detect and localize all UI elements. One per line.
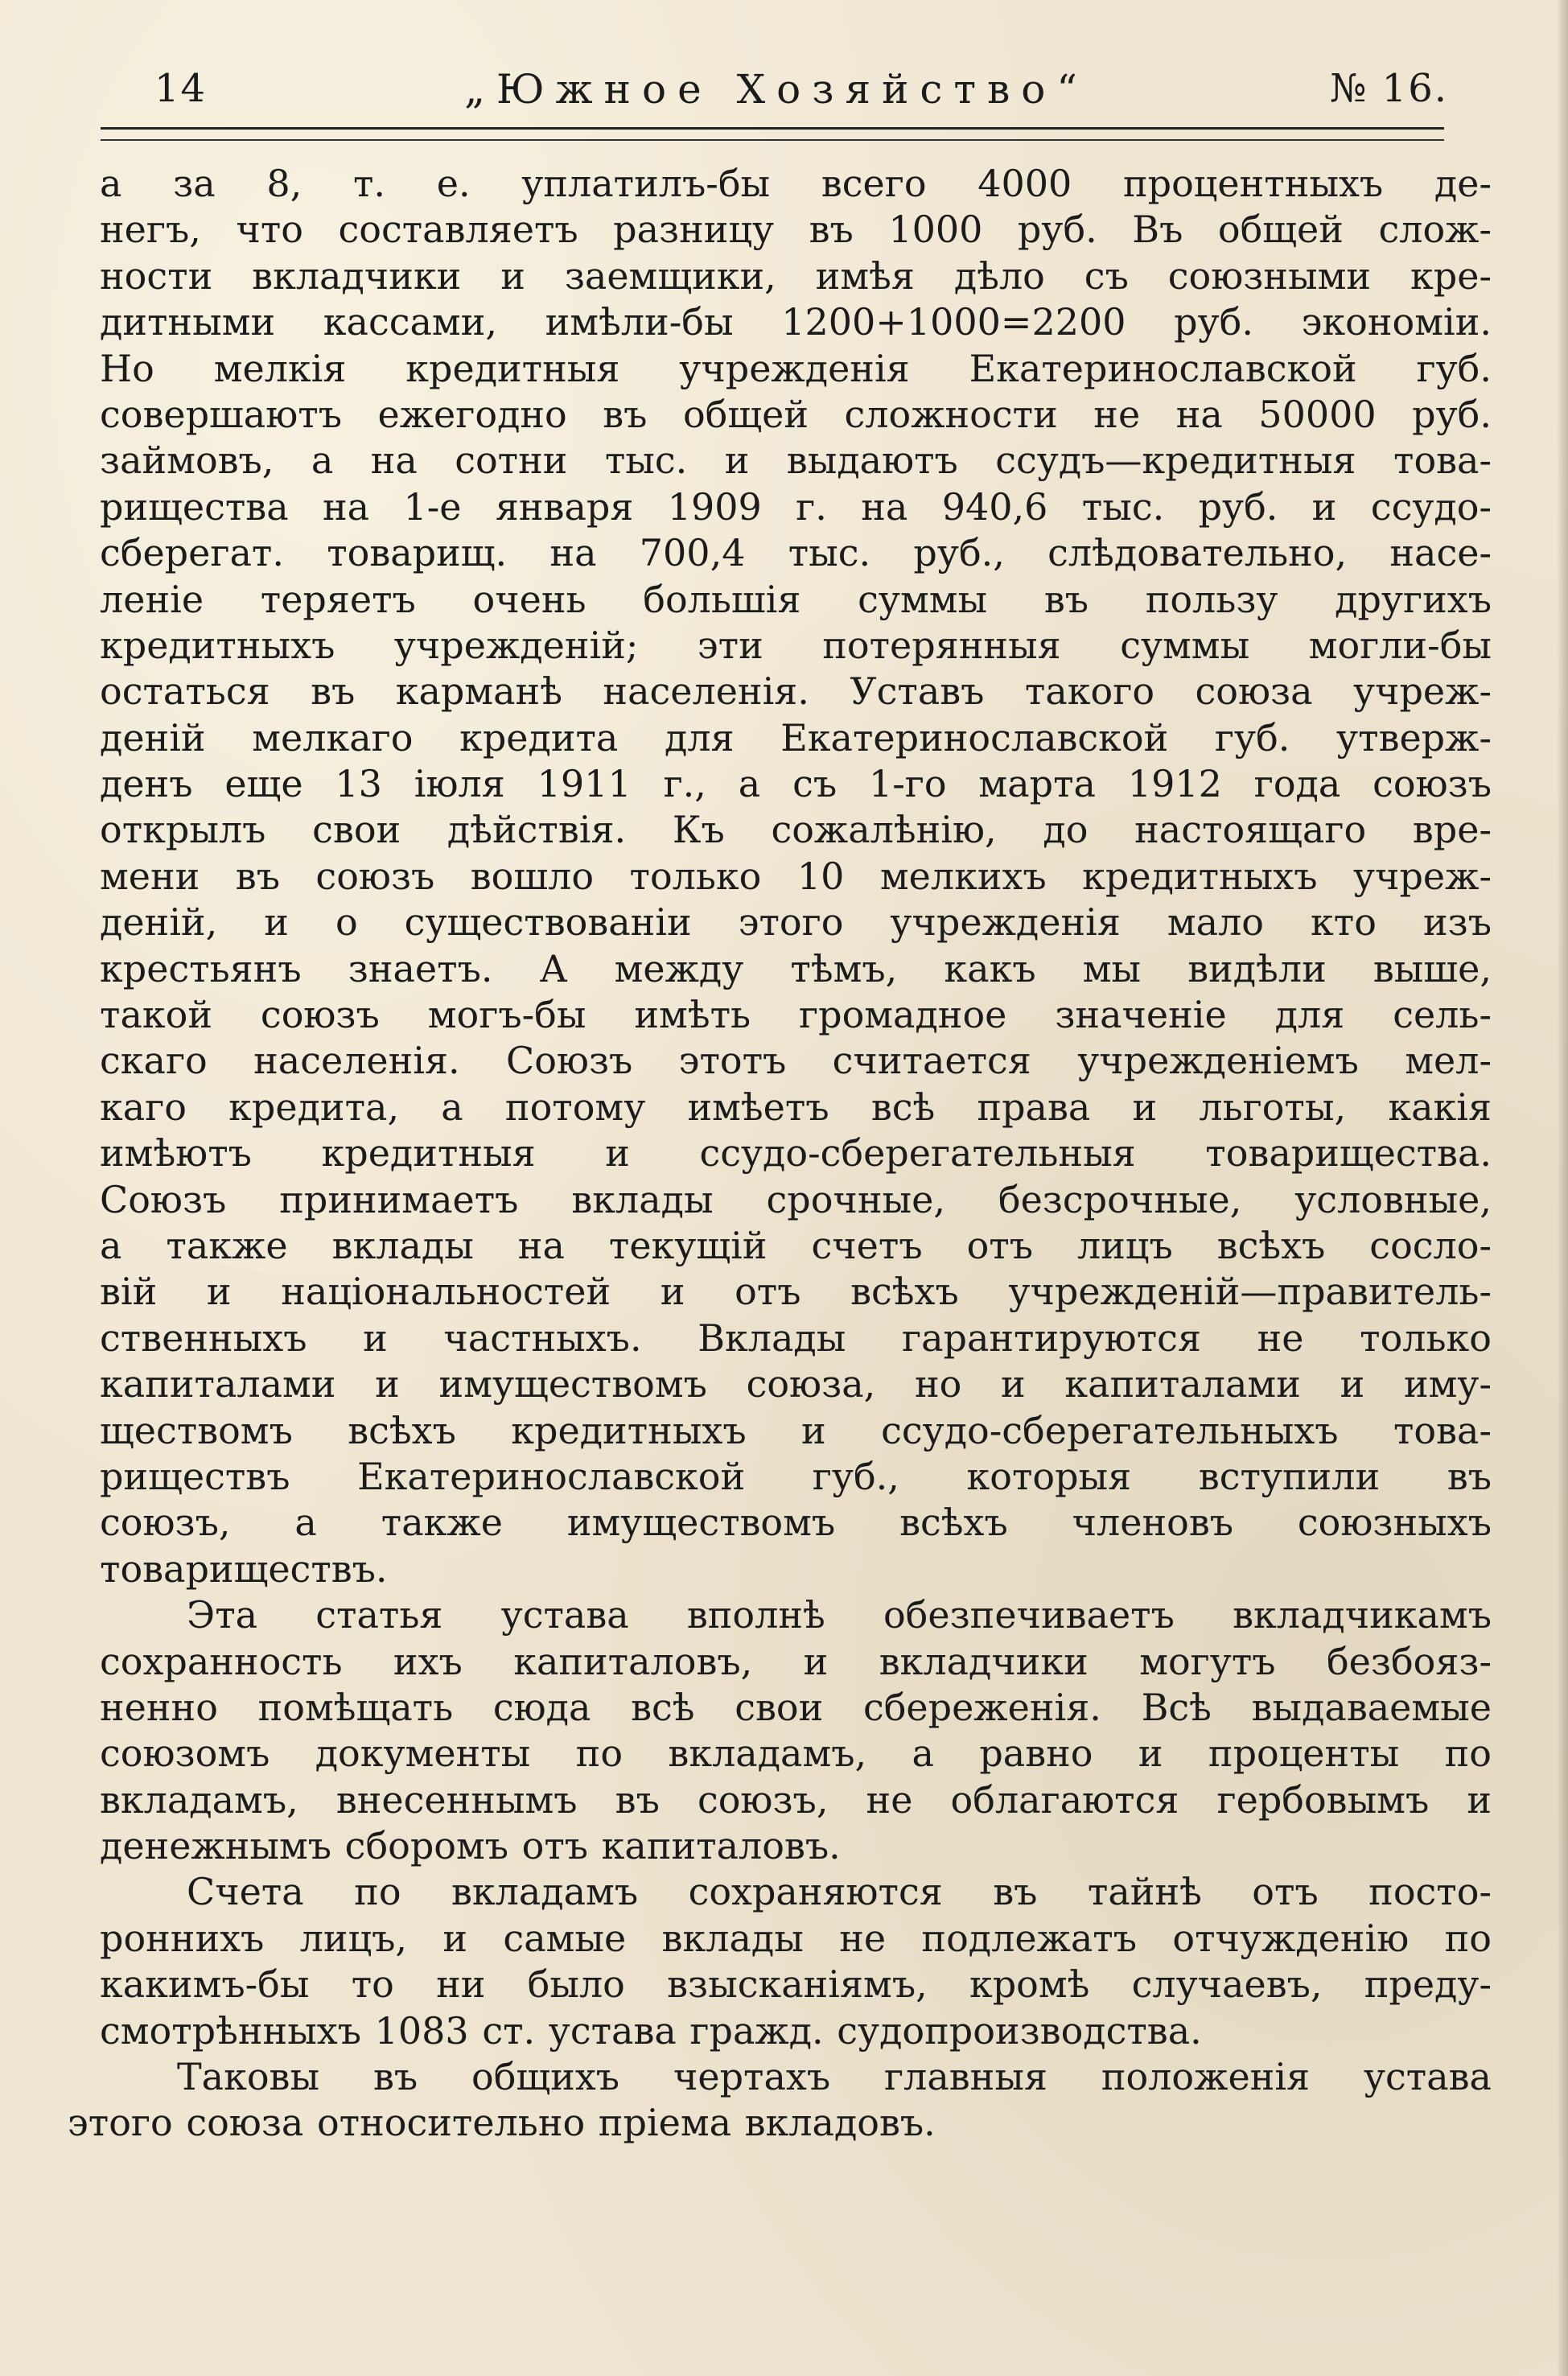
text-line: деній мелкаго кредита для Екатеринославской губ. утверж- xyxy=(100,715,1492,760)
issue-number: № 16. xyxy=(1329,66,1448,111)
text-line: Но мелкія кредитныя учрежденія Екатеринославской губ. xyxy=(100,346,1492,390)
text-line: рищества на 1-е января 1909 г. на 940,6 тыс. руб. и ссудо- xyxy=(100,484,1492,529)
header-double-rule xyxy=(101,127,1444,141)
text-line: какимъ-бы то ни было взысканіямъ, кромѣ случаевъ, преду- xyxy=(100,1962,1492,2007)
journal-title: „Южное Хозяйство“ xyxy=(464,66,1089,113)
text-line: капиталами и имуществомъ союза, но и капиталами и иму- xyxy=(100,1362,1492,1406)
text-line: денежнымъ сборомъ отъ капиталовъ. xyxy=(100,1824,841,1868)
page-number: 14 xyxy=(154,66,208,111)
text-line: роннихъ лицъ, и самые вклады не подлежатъ отчужденію по xyxy=(100,1916,1492,1960)
text-line: а за 8, т. е. уплатилъ-бы всего 4000 процентныхъ де- xyxy=(100,162,1492,205)
paragraph-first-line: Таковы въ общихъ чертахъ главныя положенія устава xyxy=(177,2055,1492,2099)
text-line: вкладамъ, внесеннымъ въ союзъ, не облагаются гербовымъ и xyxy=(100,1777,1492,1822)
running-head xyxy=(105,63,1448,127)
page-edge-shadow xyxy=(1557,0,1568,2376)
text-line: сберегат. товарищ. на 700,4 тыс. руб., слѣдовательно, насе- xyxy=(100,531,1492,575)
text-line: совершаютъ ежегодно въ общей сложности не на 50000 руб. xyxy=(100,392,1492,436)
text-line: открылъ свои дѣйствія. Къ сожалѣнію, до настоящаго вре- xyxy=(100,808,1492,852)
text-line: риществъ Екатеринославской губ., которыя вступили въ xyxy=(100,1454,1492,1498)
text-line: а также вклады на текущій счетъ отъ лицъ всѣхъ сосло- xyxy=(100,1223,1492,1267)
paragraph-first-line: Эта статья устава вполнѣ обезпечиваетъ вкладчикамъ xyxy=(187,1593,1492,1637)
article-body xyxy=(68,161,1492,2147)
text-line: каго кредита, а потому имѣетъ всѣ права и льготы, какія xyxy=(100,1085,1492,1129)
text-line: товариществъ. xyxy=(100,1546,388,1591)
text-line: Союзъ принимаетъ вклады срочные, безсрочные, условные, xyxy=(100,1177,1492,1221)
text-line: союзъ, а также имуществомъ всѣхъ членовъ союзныхъ xyxy=(100,1501,1492,1545)
text-line: скаго населенія. Союзъ этотъ считается учрежденіемъ мел- xyxy=(100,1039,1492,1083)
text-line: сохранность ихъ капиталовъ, и вкладчики могутъ безбояз- xyxy=(100,1639,1492,1683)
text-line: леніе теряетъ очень большія суммы въ пользу другихъ xyxy=(100,577,1492,621)
text-line: имѣютъ кредитныя и ссудо-сберегательныя товарищества. xyxy=(100,1131,1492,1176)
text-line: остаться въ карманѣ населенія. Уставъ такого союза учреж- xyxy=(100,669,1492,714)
text-line: мени въ союзъ вошло только 10 мелкихъ кредитныхъ учреж- xyxy=(100,854,1492,898)
text-line: крестьянъ знаетъ. А между тѣмъ, какъ мы видѣли выше, xyxy=(100,946,1492,990)
text-line: ществомъ всѣхъ кредитныхъ и ссудо-сберегательныхъ това- xyxy=(100,1408,1492,1452)
text-line: дитными кассами, имѣли-бы 1200+1000=2200 руб. экономіи. xyxy=(100,300,1492,344)
text-line: ненно помѣщать сюда всѣ свои сбереженія. Всѣ выдаваемые xyxy=(100,1685,1492,1729)
text-line: деній, и о существованіи этого учрежденія мало кто изъ xyxy=(100,900,1492,945)
text-line: такой союзъ могъ-бы имѣть громадное значеніе для сель- xyxy=(100,993,1492,1037)
text-line: этого союза относительно пріема вкладовъ. xyxy=(68,2101,936,2145)
text-line: негъ, что составляетъ разницу въ 1000 руб. Въ общей слож- xyxy=(100,208,1492,252)
text-line: смотрѣнныхъ 1083 ст. устава гражд. судопроизводства. xyxy=(100,2008,1202,2053)
text-line: союзомъ документы по вкладамъ, а равно и проценты по xyxy=(100,1732,1492,1776)
text-line: кредитныхъ учрежденій; эти потерянныя суммы могли-бы xyxy=(100,623,1492,667)
paragraph-first-line: Счета по вкладамъ сохраняются въ тайнѣ отъ посто- xyxy=(187,1870,1492,1914)
text-line: денъ еще 13 іюля 1911 г., а съ 1-го марта 1912 года союзъ xyxy=(100,762,1492,806)
text-line: ности вкладчики и заемщики, имѣя дѣло съ союзными кре- xyxy=(100,253,1492,298)
text-line: займовъ, а на сотни тыс. и выдаютъ ссудъ—кредитныя това- xyxy=(100,439,1492,483)
text-line: вій и національностей и отъ всѣхъ учрежденій—правитель- xyxy=(100,1270,1492,1314)
text-line: ственныхъ и частныхъ. Вклады гарантируются не только xyxy=(100,1316,1492,1360)
